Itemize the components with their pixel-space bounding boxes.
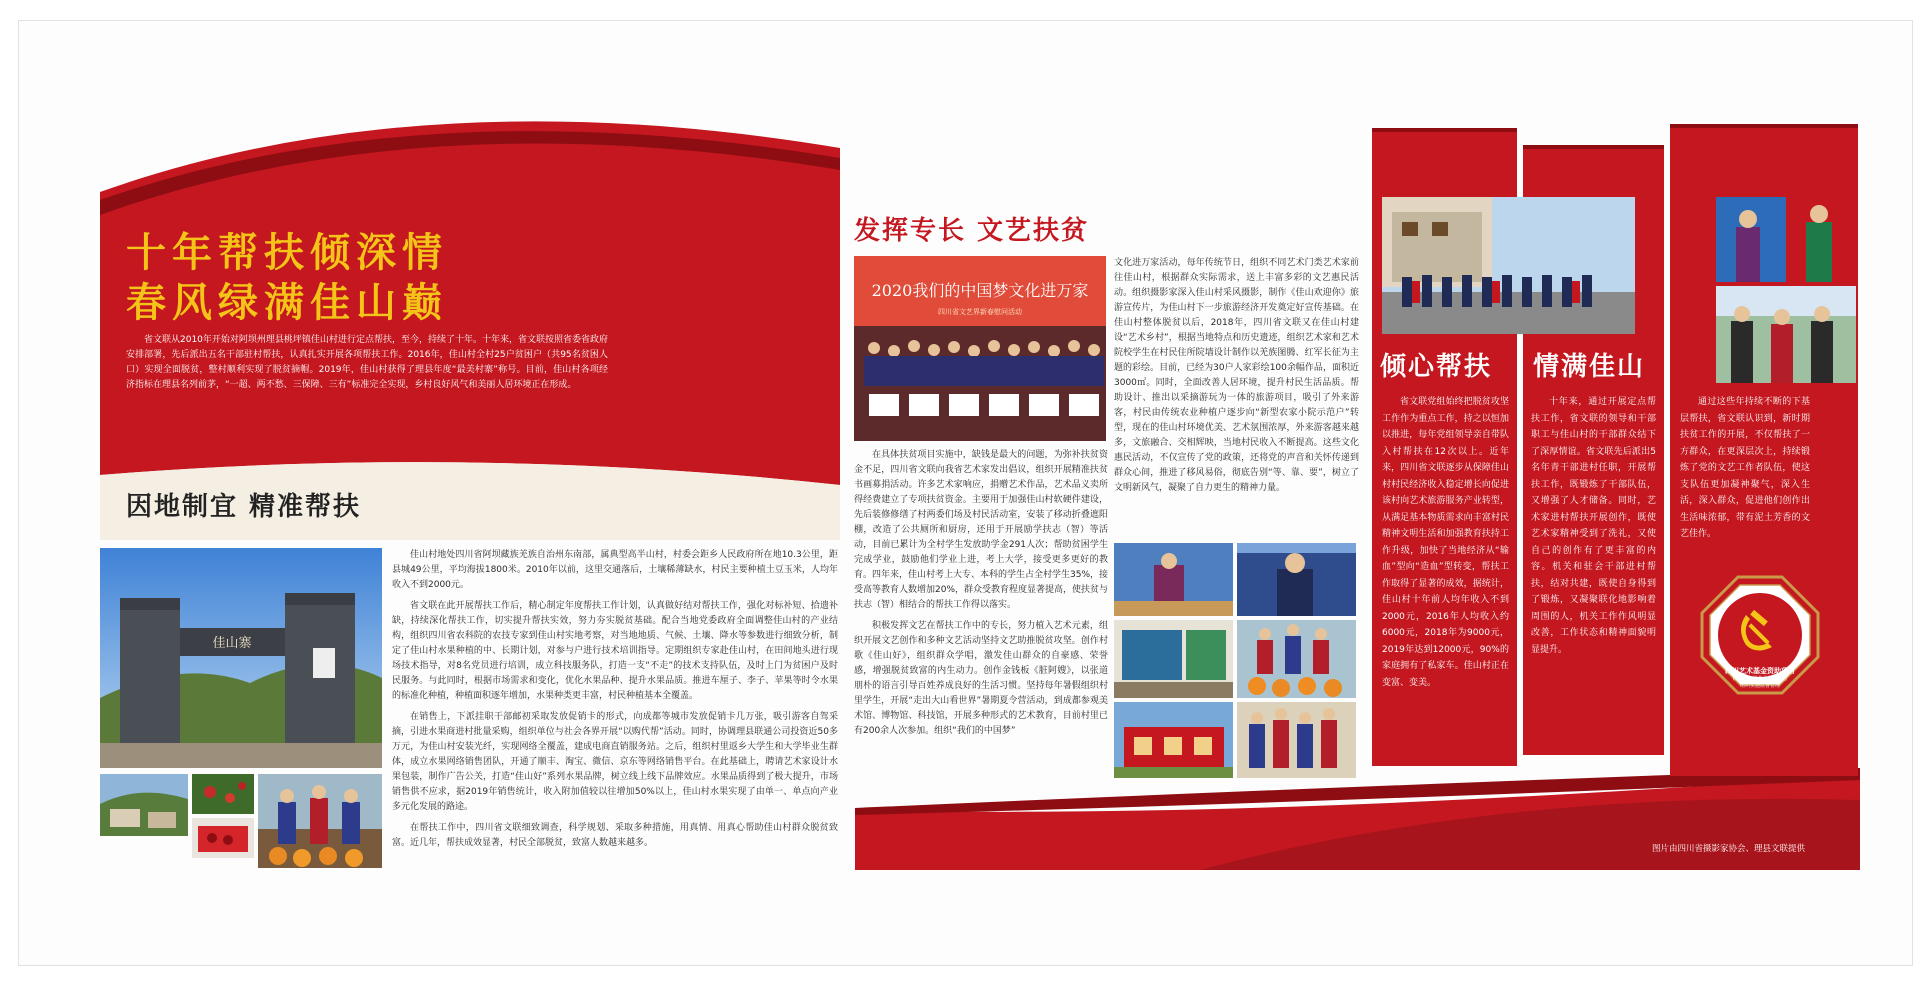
panel2-paragraph-1: 佳山村地处四川省阿坝藏族羌族自治州东南部，属典型高半山村，村委会距乡人民政府所在地10.3公里，距县城49公里，平均海拔1800米。2010年以前，这里交通落后，土壤稀薄缺水，村民主要种植土豆玉米，人均年收入不到2000元。	[392, 550, 838, 590]
panel3-title-wrap	[854, 210, 1089, 247]
villagers-pumpkins-photo	[258, 774, 382, 868]
column-edge-3	[1670, 124, 1858, 128]
pumpkin-harvest-photo	[1237, 620, 1356, 698]
village-photo-1	[100, 774, 188, 836]
panel2-title-wrap	[126, 486, 361, 523]
col1-title-wrap	[1380, 346, 1492, 383]
culture-event-photo	[854, 256, 1106, 441]
section-title-arts: 发挥专长 文艺扶贫	[854, 216, 1090, 246]
panel2-paragraph-2: 省文联在此开展帮扶工作后，精心制定年度帮扶工作计划，认真做好结对帮扶工作，强化对标补短、拾遗补缺，持续深化帮扶工作，切实提升帮扶实效，努力夯实脱贫基础。配合当地党委政府全面调整佳山村的产业结构，组织四川省农科院的农技专家到佳山村实地考察，对当地地质、气候、土壤、降水等参数进行细致分析，制定了佳山村水果种植的中、长期计划，对参与户进行技术培训指导。定期组织专家赴佳山村，在田间地头进行现场技术指导，对8名党员进行培训，成立科技服务队，打造一支“不走”的技术支持队伍，及时上门为贫困户及时民服务。与此同时，根据市场需求和变化，优化水果品种、提升水果品质。推进车厘子、李子、苹果等时令水果的标准化种植，种植面积逐年增加，水果种类更丰富，村民种植基本全覆盖。	[392, 601, 838, 701]
intro-paragraph: 省文联从2010年开始对阿坝州理县桃坪镇佳山村进行定点帮扶，至今，持续了十年。十年来，省文联按照省委省政府安排部署，先后派出五名干部驻村帮扶，认真扎实开展各项帮扶工作。2016年，佳山村全村25户贫困户（共95名贫困人口）实现全面脱贫，整村顺利实现了脱贫摘帽。2019年，佳山村获得了理县年度“最美村寨”称号。目前，佳山村各项经济指标在理县名列前茅，“一超、两不愁、三保障、三有”标准完全实现，乡村良好风气和美丽人居环境正在形成。	[126, 335, 608, 390]
crowd-photo	[1382, 197, 1635, 334]
column1-text: 省文联党组始终把脱贫攻坚工作作为重点工作，持之以恒加以推进，每年党组领导亲自带队入村帮扶在12次以上。近年来，四川省文联逐步从保障佳山村村民经济收入稳定增长向促进该村向艺术旅游服务产业转型，从满足基本物质需求向丰富村民精神文明生活和加强教育扶持工作升级，加快了当地经济从“输血”型向“造血”型转变，帮扶工作取得了显著的成效，据统计，佳山村十年前人均年收入不到2000元，2016年人均收入约6000元，2018年为9000元，2019年达到12000元，90%的家庭拥有了私家车。佳山村正在变富、变美。	[1382, 397, 1509, 688]
smiling-woman-photo	[1237, 543, 1356, 616]
panel2-paragraph-3: 在销售上，下派挂职干部邮初采取发放促销卡的形式，向成都等城市发放促销卡几万张，吸引游客自驾采摘，引进水果商进村批量采购，组织单位与社会各界开展“以购代帮”活动。同时，协调理县联通公司投资近50多万元，为佳山村安装光纤，实现网络全覆盖，建成电商直销服务站。之后，组织村里返乡大学生和大学毕业生群体，成立水果网络销售团队，开通了顺丰、淘宝、微信、京东等网络销售平台。在此基础上，聘请艺术家设计水果包装，制作广告公关，打造“佳山好”系列水果品牌，树立线上线下品牌效应。水果品质得到了极大提升，市场销售供不应求，据2019年销售统计，收入附加值较以往增加50%以上，佳山村水果实现了由单一、单点向产业多元化发展的路途。	[392, 712, 838, 812]
column3-text: 通过这些年持续不断的下基层帮扶，省文联认识到，新时期扶贫工作的开展，不仅帮扶了一方群众，在更深层次上，持续锻炼了党的文艺工作者队伍，使这支队伍更加凝神聚气，深入生活，深入群众，促进他们创作出生活味浓郁，带有泥土芳香的文艺佳作。	[1680, 397, 1810, 539]
panel3-paragraph-2: 积极发挥文艺在帮扶工作中的专长，努力植入艺术元素，组织开展文艺创作和多种文艺活动坚持文艺助推脱贫攻坚。创作村歌《佳山好》，组织群众学唱，激发佳山群众的自豪感、荣誉感，增强脱贫致富的内生动力。创作金钱板《脏阿嫂》，以张道朋朴的语言引导百姓养成良好的生活习惯。坚持每年暑假组织村里学生，开展“走出大山看世界”暑期夏令营活动，到成都参观美术馆、博物馆、科技馆，开展多种形式的艺术教育，目前村里已有200余人次参加。组织“我们的中国梦”	[854, 621, 1108, 736]
photo-credit: 图片由四川省摄影家协会、理县文联提供	[1652, 844, 1806, 854]
col2-text-wrap	[1531, 394, 1656, 658]
col3-text-wrap	[1680, 394, 1810, 543]
emblem-line1: 四川艺术基金资助项目	[1725, 667, 1795, 675]
panel3-paragraph-3: 文化进万家活动，每年传统节日，组织不同艺术门类艺术家前往佳山村，根据群众实际需求，送上丰富多彩的文艺惠民活动。组织摄影家深入佳山村采风摄影，制作《佳山欢迎你》旅游宣传片，为佳山村下一步旅游经济开发奠定好宣传基础。在佳山村整体脱贫以后，2018年，四川省文联又在佳山村建设“艺术乡村”，根据当地特点和历史遗迹，组织艺术家和艺术院校学生在村民住所院墙设计制作以羌族图腾、红军长征为主题的彩绘。目前，已经为30户人家彩绘100余幅作品，面积近3000㎡。同时，全面改善人居环境，提升村民生活品质。帮助设计、推出以采摘游玩为一体的旅游项目，吸引了外来游客，村民由传统农业种植户逐步向“新型农家小院示范户”转型，现在的佳山村环境优美、艺术氛围浓厚，外来游客越来越多，文旅融合、交相辉映，当地村民收入不断提高。这些文化惠民活动，不仅宣传了党的政策，还将党的声音和关怀传递到群众心间，推进了移风易俗，彻底告别“等、靠、要”，树立了文明新风气，凝聚了自力更生的精神力量。	[1114, 258, 1359, 493]
village-building-photo	[1114, 702, 1233, 778]
col1-text-wrap	[1382, 394, 1509, 691]
elder-woman-photo	[1114, 543, 1233, 616]
main-title-line1: 十年帮扶倾深情	[126, 229, 448, 276]
panel1-intro	[126, 333, 608, 393]
panel3-paragraph-1: 在具体扶贫项目实施中，缺钱是最大的问题，为弥补扶贫资金不足，四川省文联向我省艺术家发出倡议，组织开展精准扶贫书画募捐活动。许多艺术家响应，捐赠艺术作品，艺术品义卖所得经费建立了专项扶贫资金。主要用于加强佳山村软硬件建设，先后装修修缮了村两委们场及村民活动室，安装了移动折叠遮阳棚，改造了公共厕所和厨房，还用于开展励学扶志（智）等活动，目前已累计为全村学生发放助学金291人次；帮助贫困学生完成学业，鼓励他们学业上进，考上大学，接受更多更好的教育。四年来，佳山村考上大专、本科的学生占全村学生35%，接受高等教育人数增加20%，群众受教育程度显著提高，使扶贫与扶志（智）相结合的帮扶工作得以落实。	[854, 450, 1109, 610]
column-edge-2	[1523, 145, 1664, 149]
emblem-line2: 四川省文学艺术界联合会	[1732, 676, 1788, 682]
dancers-photo	[1237, 702, 1356, 778]
official-visit-photo	[1716, 286, 1856, 383]
costume-women-photo	[1716, 197, 1856, 282]
panel1-title	[126, 228, 556, 328]
panel3-left-text	[854, 448, 1108, 739]
village-gate-photo	[100, 548, 382, 768]
col2-title-wrap	[1533, 346, 1645, 383]
banner-subtext: 四川省文艺界新春慰问活动	[938, 308, 1022, 316]
panel3-right-text	[1114, 256, 1359, 496]
fruit-box-photo	[192, 818, 254, 858]
mural-wall-photo	[1114, 620, 1233, 698]
section-title-precision: 因地制宜 精准帮扶	[126, 492, 362, 522]
banner-text: 2020我们的中国梦文化进万家	[871, 281, 1089, 300]
column-title-love-jiashan: 情满佳山	[1533, 352, 1646, 382]
emblem-caption	[1700, 667, 1820, 690]
column-edge-1	[1372, 128, 1517, 132]
emblem-line3: 组织实施监督管理	[1739, 683, 1780, 689]
column-title-dedicated-help: 倾心帮扶	[1380, 352, 1493, 382]
panel2-text	[392, 548, 838, 851]
gate-sign-text: 佳山寨	[212, 636, 252, 651]
main-title-line2: 春风绿满佳山巅	[126, 279, 448, 326]
panel2-paragraph-4: 在帮扶工作中，四川省文联细致调查，科学规划、采取多种措施，用真情、用真心帮助佳山村群众脱贫致富。近几年，帮扶成效显著，村民全部脱贫，致富人数越来越多。	[392, 823, 838, 848]
column2-text: 十年来，通过开展定点帮扶工作，省文联的领导和干部职工与佳山村的干部群众结下了深厚情谊。省文联先后派出5名年青干部进村任职，开展帮扶工作，既锻炼了干部队伍，又增强了人才储备。同时，艺术家进村帮扶开展创作，既使艺术家精神受到了洗礼，又使自己的创作有了更丰富的内容。机关和驻会干部进村帮扶，结对共建，既使自身得到了锻炼，又凝聚联化地影响着周围的人，机关工作作风明显改善，工作状态和精神面貌明显提升。	[1531, 397, 1656, 655]
fruit-tree-photo	[192, 774, 254, 814]
